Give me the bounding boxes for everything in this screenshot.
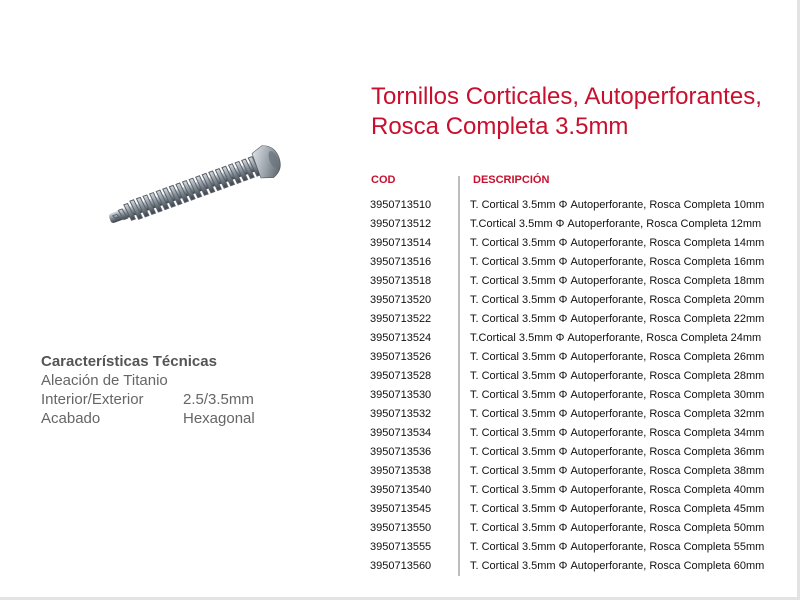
product-description: T. Cortical 3.5mm Φ Autoperforante, Rosca Completa 45mm	[470, 503, 765, 515]
spec-row	[41, 390, 301, 409]
product-code: 3950713520	[370, 294, 432, 306]
product-table	[370, 196, 790, 576]
technical-specs	[41, 352, 301, 428]
product-code: 3950713550	[370, 522, 432, 534]
product-code: 3950713524	[370, 332, 432, 344]
table-row	[370, 386, 790, 405]
product-description: T. Cortical 3.5mm Φ Autoperforante, Rosca Completa 10mm	[470, 199, 765, 211]
product-code: 3950713526	[370, 351, 432, 363]
product-code: 3950713530	[370, 389, 432, 401]
page-title	[371, 82, 791, 142]
table-row	[370, 367, 790, 386]
spec-value: Hexagonal	[183, 410, 255, 427]
specs-heading: Características Técnicas	[41, 353, 217, 370]
product-code: 3950713560	[370, 560, 432, 572]
product-description: T. Cortical 3.5mm Φ Autoperforante, Rosca Completa 38mm	[470, 465, 765, 477]
product-description: T. Cortical 3.5mm Φ Autoperforante, Rosca Completa 32mm	[470, 408, 765, 420]
table-row	[370, 424, 790, 443]
product-description: T. Cortical 3.5mm Φ Autoperforante, Rosca Completa 22mm	[470, 313, 765, 325]
table-row	[370, 348, 790, 367]
column-header-code: COD	[371, 174, 396, 186]
product-code: 3950713522	[370, 313, 432, 325]
product-code: 3950713516	[370, 256, 432, 268]
product-code: 3950713538	[370, 465, 432, 477]
table-row	[370, 519, 790, 538]
table-row	[370, 272, 790, 291]
spec-label: Interior/Exterior	[41, 391, 144, 408]
product-description: T.Cortical 3.5mm Φ Autoperforante, Rosca Completa 24mm	[470, 332, 762, 344]
specs-material: Aleación de Titanio	[41, 372, 168, 389]
product-code: 3950713555	[370, 541, 432, 553]
product-description: T. Cortical 3.5mm Φ Autoperforante, Rosca Completa 16mm	[470, 256, 765, 268]
product-description: T. Cortical 3.5mm Φ Autoperforante, Rosca Completa 20mm	[470, 294, 765, 306]
product-code: 3950713514	[370, 237, 432, 249]
product-description: T. Cortical 3.5mm Φ Autoperforante, Rosca Completa 50mm	[470, 522, 765, 534]
product-code: 3950713528	[370, 370, 432, 382]
table-row	[370, 253, 790, 272]
table-row	[370, 443, 790, 462]
product-description: T. Cortical 3.5mm Φ Autoperforante, Rosca Completa 60mm	[470, 560, 765, 572]
product-code: 3950713536	[370, 446, 432, 458]
table-header	[371, 174, 791, 192]
spec-value: 2.5/3.5mm	[183, 391, 254, 408]
table-row	[370, 405, 790, 424]
product-description: T. Cortical 3.5mm Φ Autoperforante, Rosca Completa 28mm	[470, 370, 765, 382]
title-line-1: Tornillos Corticales, Autoperforantes,	[371, 83, 762, 110]
product-description: T. Cortical 3.5mm Φ Autoperforante, Rosca Completa 34mm	[470, 427, 765, 439]
product-description: T. Cortical 3.5mm Φ Autoperforante, Rosca Completa 55mm	[470, 541, 765, 553]
table-row	[370, 462, 790, 481]
product-code: 3950713532	[370, 408, 432, 420]
table-row	[370, 329, 790, 348]
table-row	[370, 557, 790, 576]
table-row	[370, 481, 790, 500]
product-description: T. Cortical 3.5mm Φ Autoperforante, Rosca Completa 26mm	[470, 351, 765, 363]
table-row	[370, 291, 790, 310]
cortical-screw-image	[100, 145, 290, 230]
product-code: 3950713534	[370, 427, 432, 439]
table-row	[370, 538, 790, 557]
product-description: T. Cortical 3.5mm Φ Autoperforante, Rosca Completa 40mm	[470, 484, 765, 496]
product-code: 3950713545	[370, 503, 432, 515]
table-row	[370, 234, 790, 253]
product-description: T. Cortical 3.5mm Φ Autoperforante, Rosca Completa 14mm	[470, 237, 765, 249]
product-code: 3950713512	[370, 218, 432, 230]
product-description: T. Cortical 3.5mm Φ Autoperforante, Rosca Completa 18mm	[470, 275, 765, 287]
product-code: 3950713540	[370, 484, 432, 496]
table-row	[370, 310, 790, 329]
table-row	[370, 500, 790, 519]
title-line-2: Rosca Completa 3.5mm	[371, 113, 629, 140]
product-description: T. Cortical 3.5mm Φ Autoperforante, Rosca Completa 36mm	[470, 446, 765, 458]
product-code: 3950713510	[370, 199, 432, 211]
column-header-description: DESCRIPCIÓN	[473, 174, 550, 186]
table-row	[370, 196, 790, 215]
spec-label: Acabado	[41, 410, 101, 427]
product-description: T. Cortical 3.5mm Φ Autoperforante, Rosca Completa 30mm	[470, 389, 765, 401]
table-row	[370, 215, 790, 234]
product-description: T.Cortical 3.5mm Φ Autoperforante, Rosca Completa 12mm	[470, 218, 762, 230]
product-code: 3950713518	[370, 275, 432, 287]
spec-row	[41, 409, 301, 428]
